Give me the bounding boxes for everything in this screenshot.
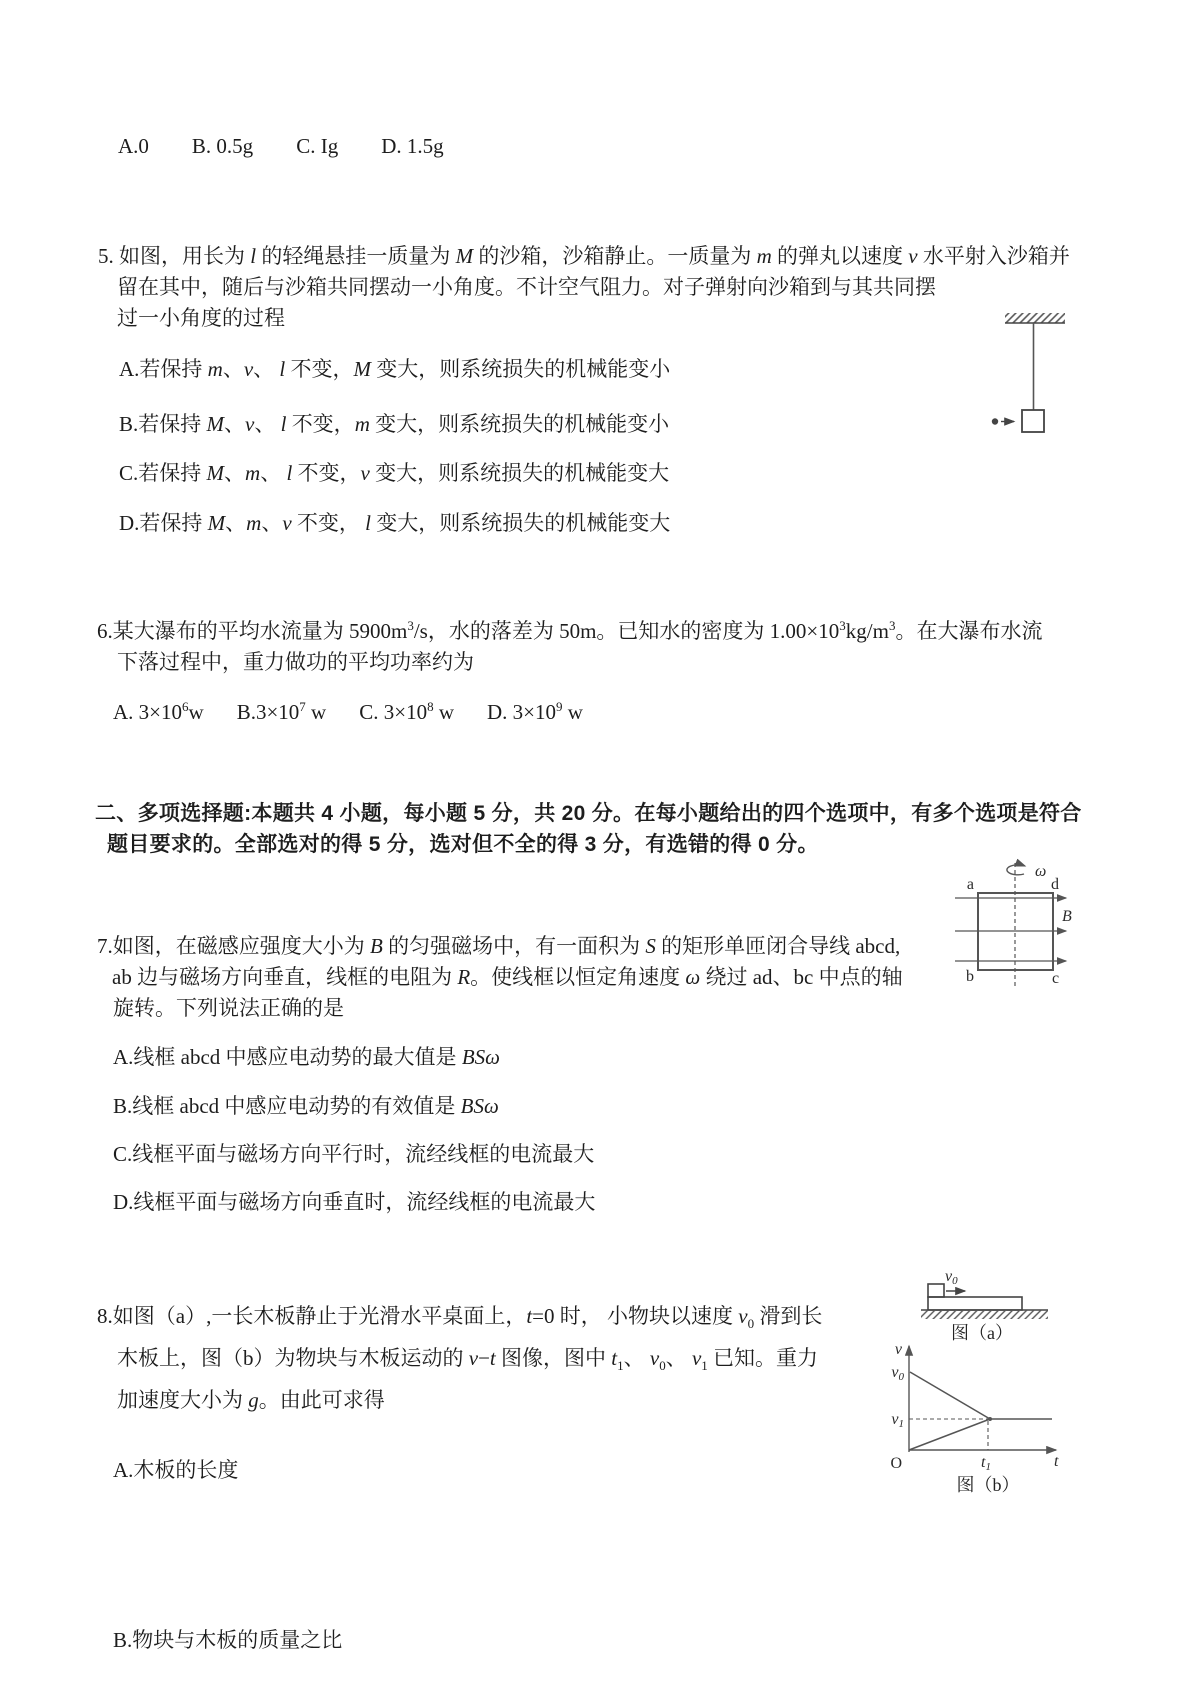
q4-option-d: D. 1.5g (381, 134, 444, 158)
v-axis-label: v (894, 1341, 902, 1358)
question-4-options-row (118, 132, 444, 160)
q5-line-3: 过一小角度的过程 (117, 306, 285, 330)
section-2-line-1: 二、多项选择题:本题共 4 小题，每小题 5 分，共 20 分。在每小题给出的四个选项中，有多个选项是符合 (95, 802, 1082, 825)
section-2-line-2: 题目要求的。全部选对的得 5 分，选对但不全的得 3 分，有选错的得 0 分。 (107, 833, 819, 856)
t-axis-label: t (1054, 1453, 1059, 1470)
q7-line-2: ab 边与磁场方向垂直，线框的电阻为 R。使线框以恒定角速度 ω 绕过 ad、bc 中点的轴 (112, 965, 903, 989)
q7-line-3: 旋转。下列说法正确的是 (113, 996, 344, 1020)
q6-line-2: 下落过程中，重力做功的平均功率约为 (117, 650, 474, 674)
q6-option-b: $B.3\times 10^7$ w (236, 699, 327, 724)
bullet (992, 418, 998, 424)
q7-option-b: B.线框 abcd 中感应电动势的有效值是 BSω (113, 1094, 499, 1118)
q8-option-a: A.木板的长度 (113, 1458, 239, 1482)
block-velocity-line (910, 1372, 990, 1419)
vt-graph-figure (880, 1340, 1080, 1500)
omega-label: ω (1035, 863, 1047, 880)
t1-tick-label: t1 (981, 1454, 991, 1473)
board (928, 1297, 1022, 1310)
q6-options-row (113, 698, 583, 726)
field-label: B (1062, 908, 1072, 925)
q5-option-c: C.若保持 M、m、 l 不变，v 变大，则系统损失的机械能变大 (119, 461, 670, 485)
q7-option-c: C.线框平面与磁场方向平行时，流经线框的电流最大 (113, 1142, 595, 1166)
ground-hatch (921, 1310, 1048, 1319)
q8-line-1: 8.如图（a）,一长木板静止于光滑水平桌面上，t=0 时， 小物块以速度 $v_0$ 滑到长 (97, 1304, 823, 1332)
corner-a-label: a (966, 876, 974, 893)
q8-line-3: 加速度大小为 g。由此可求得 (117, 1388, 385, 1412)
block (928, 1284, 944, 1297)
pendulum-figure (980, 305, 1080, 440)
q5-line-2: 留在其中，随后与沙箱共同摆动一小角度。不计空气阻力。对子弹射向沙箱到与其共同摆 (117, 275, 936, 299)
q5-option-b: B.若保持 M、v、 l 不变，m 变大，则系统损失的机械能变小 (119, 412, 670, 436)
corner-d-label: d (1051, 876, 1059, 893)
q8-line-2: 木板上，图（b）为物块与木板运动的 v−t 图像，图中 $t_1$、 $v_0$、 $v_1$ 已知。重力 (117, 1346, 819, 1374)
v0-tick-label: v0 (891, 1364, 904, 1383)
sandbox (1022, 410, 1044, 432)
q5-option-a: A.若保持 m、v、 l 不变，M 变大，则系统损失的机械能变小 (119, 357, 671, 381)
q6-option-a: A. $3\times 10^6w$ (113, 699, 204, 724)
coil-figure (940, 855, 1090, 1005)
block-board-figure (915, 1265, 1055, 1347)
corner-b-label: b (966, 968, 974, 985)
q8-option-b: B.物块与木板的质量之比 (113, 1628, 343, 1652)
v1-tick-label: v1 (891, 1411, 904, 1430)
q7-option-a: A.线框 abcd 中感应电动势的最大值是 BSω (113, 1045, 500, 1069)
origin-label: O (890, 1455, 902, 1472)
corner-c-label: c (1052, 970, 1060, 987)
figure-a-caption: 图（a） (951, 1323, 1013, 1343)
q7-line-1: 7.如图，在磁感应强度大小为 B 的匀强磁场中，有一面积为 S 的矩形单匝闭合导线 abcd, (97, 934, 901, 958)
q6-option-d: D. $3\times 10^9$ w (487, 699, 583, 724)
convergence-point (988, 1417, 992, 1421)
q5-option-d: D.若保持 M、m、v 不变， l 变大，则系统损失的机械能变大 (119, 511, 671, 535)
figure-b-caption: 图（b） (956, 1475, 1020, 1495)
rotation-arrow (1007, 865, 1025, 875)
q5-line-1: 5. 如图，用长为 l 的轻绳悬挂一质量为 M 的沙箱，沙箱静止。一质量为 m 的弹丸以速度 v 水平射入沙箱并 (98, 244, 1070, 268)
q4-option-c: C. Ig (296, 134, 339, 158)
q4-option-b: B. 0.5g (191, 134, 254, 158)
q6-line-1: 6.某大瀑布的平均水流量为 $5900m^3/s$，水的落差为 50m。已知水的密度为 $1.00\times 10^3kg/m^3$。在大瀑布水流 (97, 618, 1043, 643)
board-velocity-line (909, 1419, 990, 1450)
v0-label: v0 (945, 1268, 958, 1287)
q7-option-d: D.线框平面与磁场方向垂直时，流经线框的电流最大 (113, 1190, 596, 1214)
q4-option-a: A.0 (118, 134, 149, 158)
ceiling-hatch (1005, 313, 1065, 323)
q6-option-c: C. $3\times 10^8$ w (359, 699, 454, 724)
